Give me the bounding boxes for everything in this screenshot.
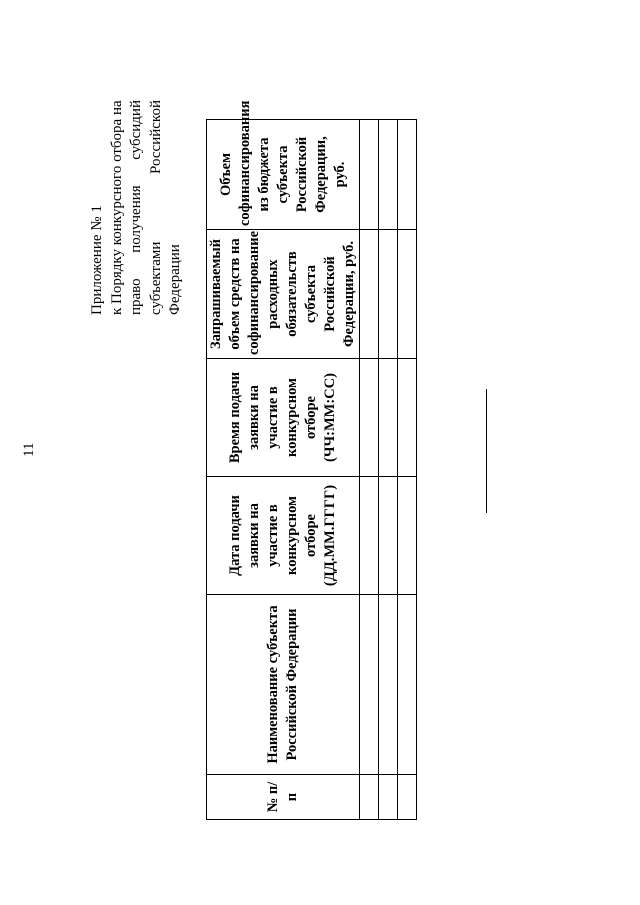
table-cell <box>398 477 417 595</box>
table-cell <box>360 120 379 230</box>
table-cell <box>379 775 398 820</box>
table-cell <box>360 775 379 820</box>
header-submission-date: Дата подачи заявки на участие в конкурсном отборе (ДД.ММ.ГГГГ) <box>207 477 360 595</box>
appendix-word: получения <box>128 185 144 253</box>
header-cofinancing-amount: Объем софинансирования из бюджета субъекта Российской Федерации, руб. <box>207 120 360 230</box>
table-cell <box>360 477 379 595</box>
table-cell <box>360 595 379 775</box>
application-table <box>206 100 417 820</box>
header-requested-amount: Запрашиваемый объем средств на софинансирование расходных обязательств субъекта Российской Федерации, руб. <box>207 230 360 359</box>
table-row <box>379 120 398 820</box>
appendix-line-3 <box>127 100 147 315</box>
table-cell <box>398 775 417 820</box>
table-cell <box>360 230 379 359</box>
appendix-word: Российской <box>147 100 164 174</box>
table-cell <box>379 359 398 477</box>
separator-rule <box>486 389 487 513</box>
table-cell <box>398 359 417 477</box>
table-cell <box>398 595 417 775</box>
table-cell <box>398 230 417 359</box>
table-cell <box>360 359 379 477</box>
header-submission-time: Время подачи заявки на участие в конкурсном отборе (ЧЧ:ММ:СС) <box>207 359 360 477</box>
table-cell <box>379 595 398 775</box>
appendix-word: субъектами <box>147 241 164 315</box>
appendix-line-4 <box>147 100 167 315</box>
table-row <box>398 120 417 820</box>
table-cell <box>379 477 398 595</box>
page-number: 11 <box>21 442 37 457</box>
header-subject-name: Наименование субъекта Российской Федерации <box>207 595 360 775</box>
appendix-word: субсидий <box>128 100 144 160</box>
table-header-row <box>207 120 360 820</box>
appendix-heading <box>88 100 186 315</box>
table-cell <box>379 120 398 230</box>
appendix-word: право <box>128 278 144 315</box>
appendix-title: Приложение № 1 <box>89 205 105 315</box>
header-number: № п/п <box>207 775 360 820</box>
appendix-line-5: Федерации <box>167 244 183 315</box>
table-cell <box>379 230 398 359</box>
table-row <box>360 120 379 820</box>
table-cell <box>398 120 417 230</box>
appendix-line-2: к Порядку конкурсного отбора на <box>108 100 125 315</box>
